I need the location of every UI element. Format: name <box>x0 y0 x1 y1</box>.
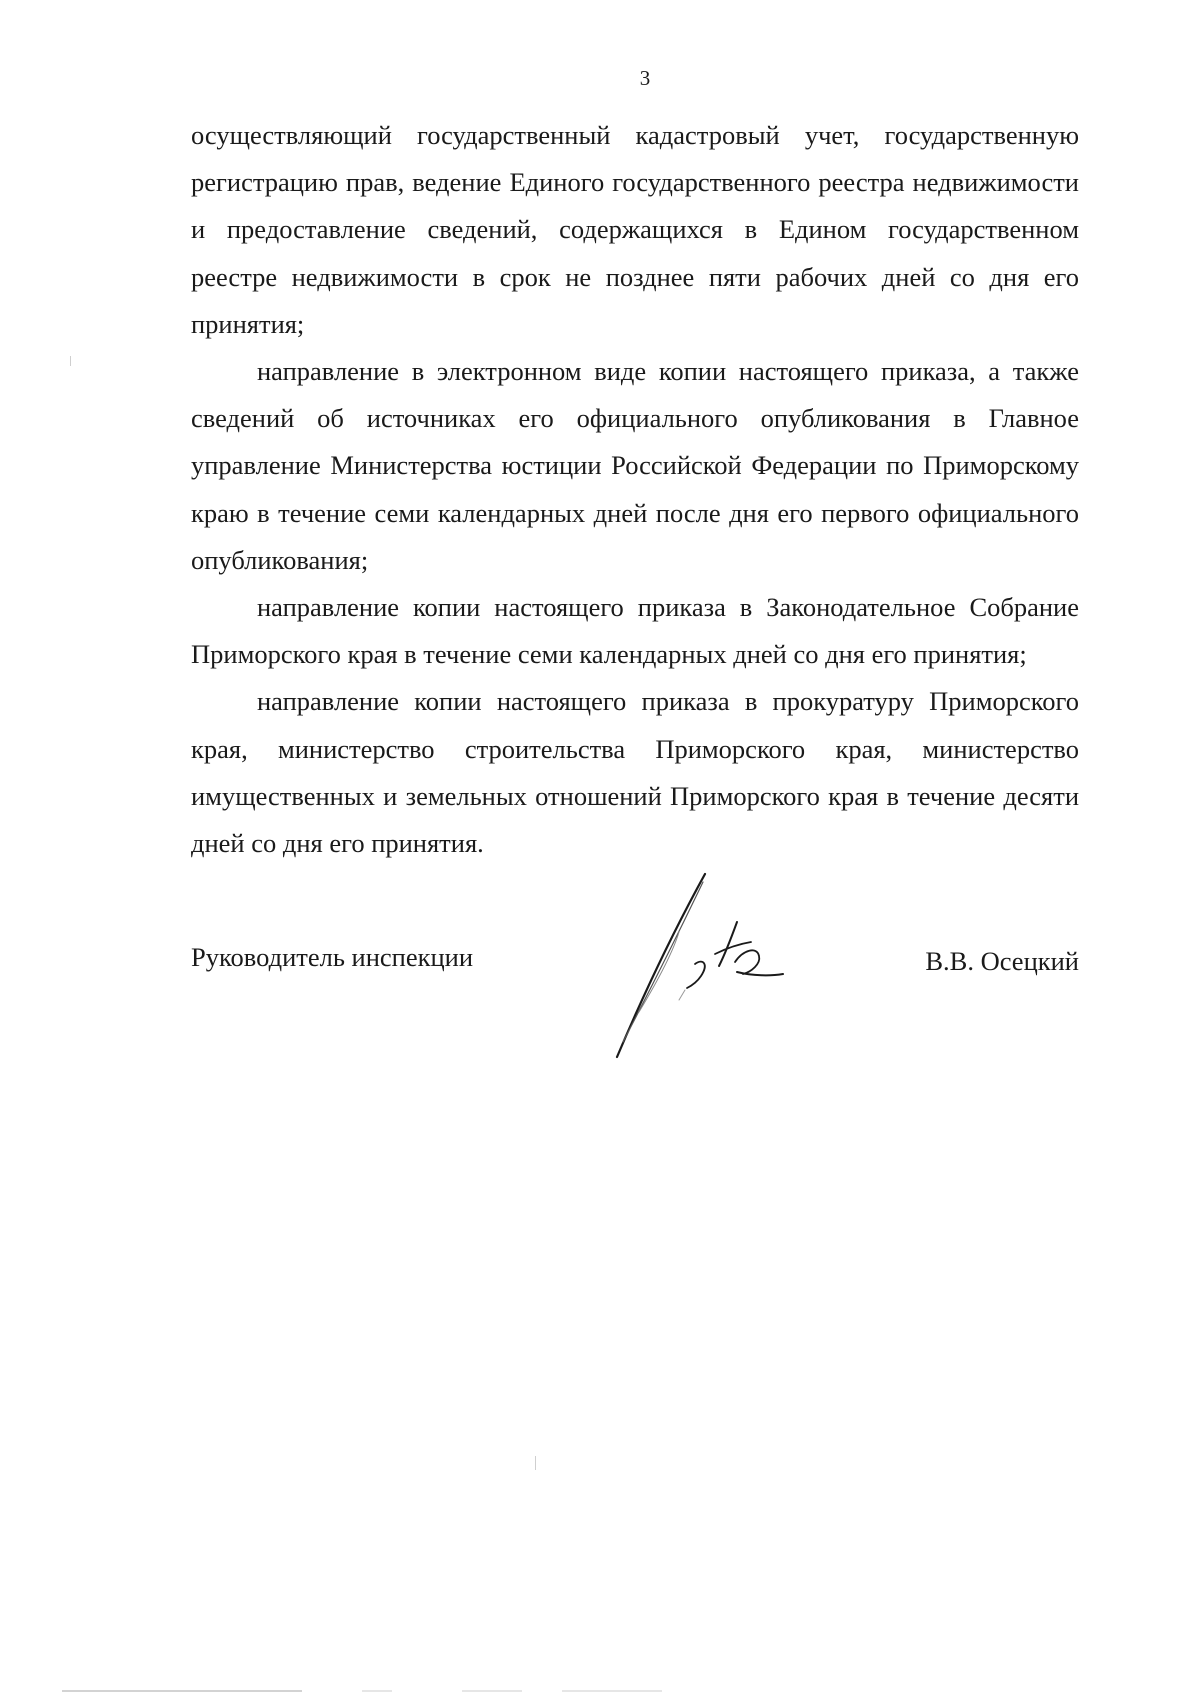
signatory-title: Руководитель инспекции <box>191 942 474 972</box>
signatory-name: В.В. Осецкий <box>925 946 1079 976</box>
handwritten-signature <box>587 872 787 1062</box>
paragraph-1: осуществляющий государственный кадастровый учет, государственную регистрацию прав, ведение Единого государственного реестра недвижимости и предоставление сведений, содержащихся в Едином государственном реестре недвижимости в срок не позднее пяти рабочих дней со дня его принятия; <box>191 120 1079 339</box>
page-number: 3 <box>639 66 651 90</box>
scan-edge-line <box>62 1690 662 1692</box>
paragraph-4: направление копии настоящего приказа в прокуратуру Приморского края, министерство строительства Приморского края, министерство имущественных и земельных отношений Приморского края в течение десяти дней со дня его принятия. <box>191 686 1079 859</box>
scan-artifact <box>70 356 71 366</box>
scan-artifact <box>535 1456 536 1470</box>
paragraph-3: направление копии настоящего приказа в Законодательное Собрание Приморского края в течение семи календарных дней со дня его принятия; <box>191 592 1079 670</box>
document-body <box>191 112 1079 867</box>
signature-block <box>191 928 1079 1078</box>
paragraph-2: направление в электронном виде копии настоящего приказа, а также сведений об источниках его официального опубликования в Главное управление Министерства юстиции Российской Федерации по Приморскому краю в течение семи календарных дней после дня его первого официального опубликования; <box>191 356 1079 575</box>
